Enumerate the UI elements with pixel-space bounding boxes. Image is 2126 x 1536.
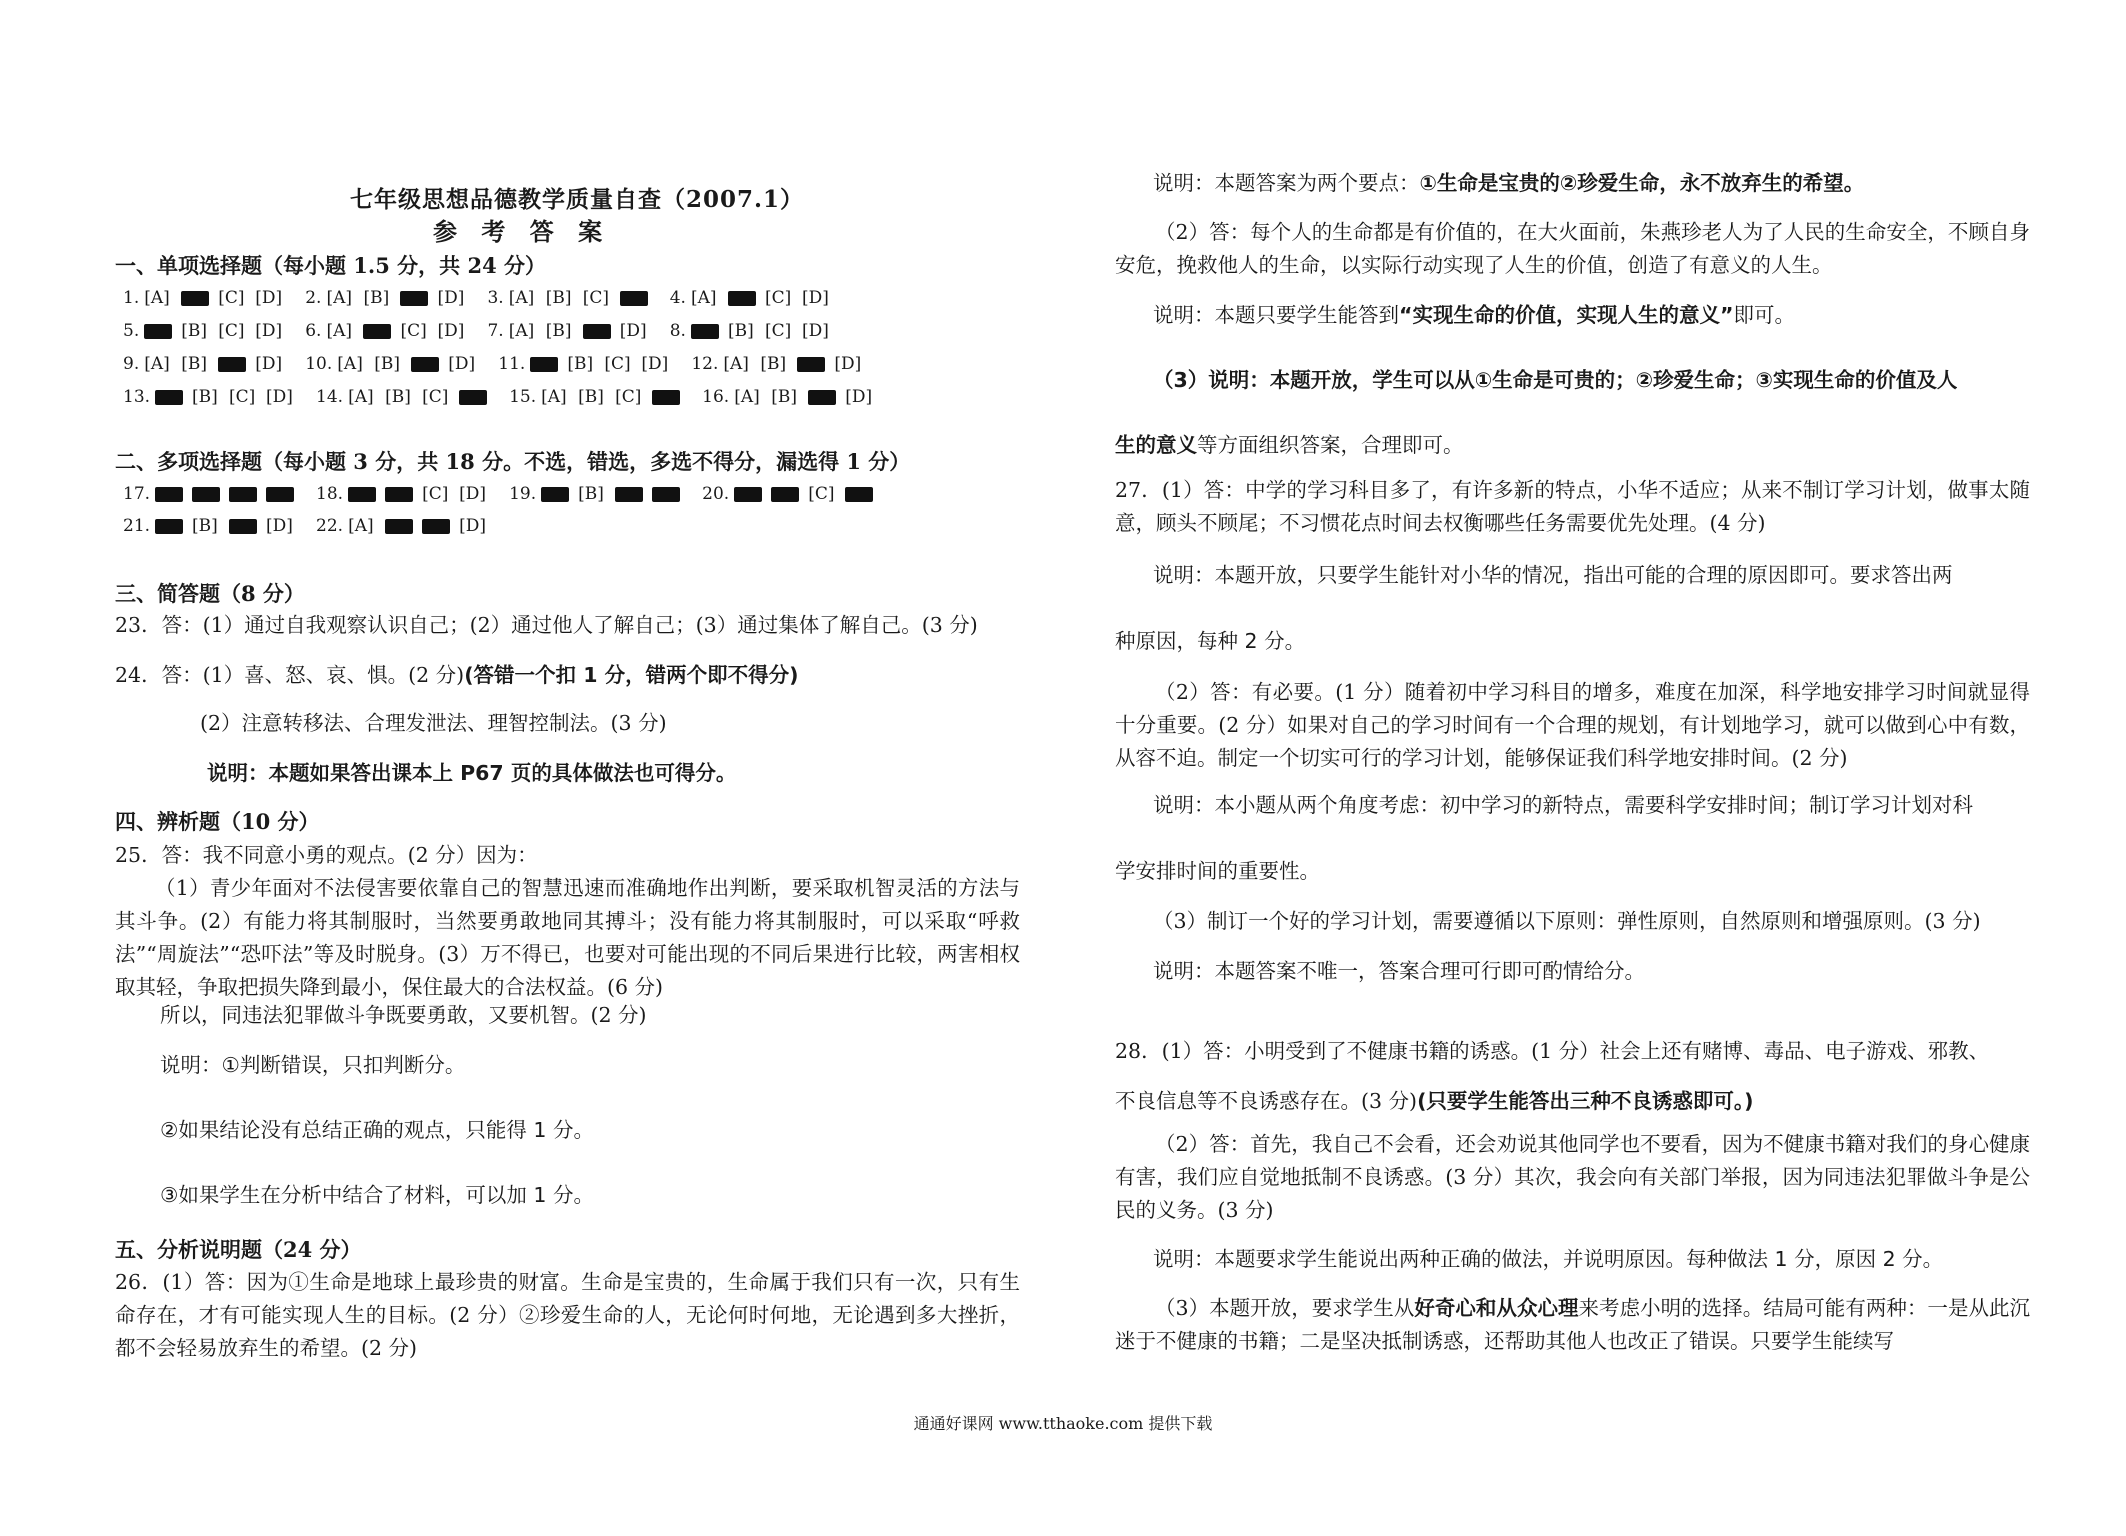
option-label: [B]	[578, 387, 604, 407]
filled-answer-mark	[422, 519, 450, 534]
q27-part2: （2）答：有必要。(1 分）随着初中学习科目的增多，难度在加深，科学地安排学习时间就显得十分重要。(2 分）如果对自己的学习时间有一个合理的规划，有计划地学习，就可以做到心中有数，从容不迫。制定一个切实可行的学习计划，能够保证我们科学地安排时间。(2 分)	[1115, 680, 2030, 770]
question-answer	[316, 387, 496, 407]
option-label: [C]	[615, 387, 642, 407]
question-number: 17.	[123, 484, 151, 504]
question-number: 8.	[669, 321, 686, 341]
answer-row	[123, 516, 509, 536]
q23-answer: 23．答：(1）通过自我观察认识自己；(2）通过他人了解自己；(3）通过集体了解自己。(3 分)	[115, 613, 978, 637]
filled-answer-mark	[541, 487, 569, 502]
section-2-heading: 二、多项选择题（每小题 3 分，共 18 分。不选，错选，多选不得分，漏选得 1 分）	[115, 449, 911, 474]
question-answer	[487, 288, 656, 308]
q25-note-3: ③如果学生在分析中结合了材料，可以加 1 分。	[160, 1183, 594, 1207]
filled-answer-mark	[620, 291, 648, 306]
option-label: [D]	[266, 516, 293, 536]
option-label: [B]	[181, 354, 207, 374]
q24-part1: 24．答：(1）喜、怒、哀、惧。(2 分)	[115, 663, 465, 687]
q26-part3-line1: （3）说明：本题开放，学生可以从①生命是可贵的；②珍爱生命；③实现生命的价值及人	[1153, 368, 1958, 392]
option-label: [D]	[641, 354, 669, 374]
question-answer	[498, 354, 678, 374]
option-label: [D]	[266, 387, 293, 407]
q28-part3: （3）本题开放，要求学生从好奇心和从众心理来考虑小明的选择。结局可能有两种：一是从此沉迷于不健康的书籍；二是坚决抵制诱惑，还帮助其他人也改正了错误。只要学生能续写	[1115, 1296, 2031, 1353]
question-number: 18.	[316, 484, 344, 504]
question-number: 21.	[123, 516, 151, 536]
filled-answer-mark	[363, 324, 391, 339]
option-label: [B]	[727, 321, 754, 341]
answer-row	[123, 387, 895, 407]
section-1-heading: 一、单项选择题（每小题 1.5 分，共 24 分）	[115, 253, 547, 278]
filled-answer-mark	[728, 291, 756, 306]
question-answer	[123, 516, 303, 536]
option-label: [A]	[337, 354, 363, 374]
filled-answer-mark	[808, 390, 836, 405]
question-answer	[316, 516, 496, 536]
question-number: 9.	[123, 354, 140, 374]
filled-answer-mark	[411, 357, 439, 372]
answer-row	[123, 484, 895, 504]
question-number: 11.	[498, 354, 526, 374]
option-label: [B]	[545, 321, 572, 341]
question-number: 20.	[702, 484, 730, 504]
option-label: [B]	[578, 484, 604, 504]
filled-answer-mark	[734, 487, 762, 502]
filled-answer-mark	[155, 487, 183, 502]
filled-answer-mark	[192, 487, 220, 502]
option-label: [A]	[348, 387, 374, 407]
option-label: [D]	[255, 321, 283, 341]
footer-credit: 通通好课网 www.tthaoke.com 提供下载	[913, 1414, 1213, 1433]
question-number: 14.	[316, 387, 344, 407]
question-number: 15.	[509, 387, 537, 407]
option-label: [B]	[760, 354, 787, 374]
section-4-heading: 四、辨析题（10 分）	[115, 809, 320, 834]
option-label: [B]	[181, 321, 207, 341]
q26-note-1: 说明：本题答案为两个要点：①生命是宝贵的②珍爱生命，永不放弃生的希望。	[1153, 171, 1865, 195]
option-label: [A]	[348, 516, 374, 536]
q25-conclusion: 所以，同违法犯罪做斗争既要勇敢，又要机智。(2 分)	[160, 1003, 647, 1027]
option-label: [D]	[437, 288, 465, 308]
question-answer	[123, 321, 292, 341]
document-subtitle: 参 考 答 案	[433, 217, 611, 246]
q25-intro: 25．答：我不同意小勇的观点。(2 分）因为：	[115, 843, 538, 867]
question-number: 2.	[305, 288, 322, 308]
question-answer	[123, 288, 292, 308]
filled-answer-mark	[144, 324, 172, 339]
option-label: [D]	[834, 354, 862, 374]
filled-answer-mark	[797, 357, 825, 372]
question-number: 10.	[305, 354, 333, 374]
option-label: [A]	[326, 288, 353, 308]
filled-answer-mark	[385, 487, 413, 502]
filled-answer-mark	[348, 487, 376, 502]
question-number: 4.	[669, 288, 686, 308]
filled-answer-mark	[155, 519, 183, 534]
option-label: [D]	[845, 387, 873, 407]
q28-note-2: 说明：本题要求学生能说出两种正确的做法，并说明原因。每种做法 1 分，原因 2 分。	[1153, 1247, 1944, 1271]
question-number: 13.	[123, 387, 151, 407]
section-5-heading: 五、分析说明题（24 分）	[115, 1237, 362, 1262]
option-label: [C]	[422, 484, 449, 504]
filled-answer-mark	[845, 487, 873, 502]
option-label: [B]	[545, 288, 572, 308]
filled-answer-mark	[229, 487, 257, 502]
question-answer	[305, 354, 485, 374]
q24-note: 说明：本题如果答出课本上 P67 页的具体做法也可得分。	[207, 761, 737, 785]
question-number: 12.	[691, 354, 719, 374]
document-title: 七年级思想品德教学质量自查（2007.1）	[350, 186, 805, 213]
option-label: [C]	[218, 288, 245, 308]
filled-answer-mark	[771, 487, 799, 502]
option-label: [D]	[801, 288, 829, 308]
filled-answer-mark	[229, 519, 257, 534]
filled-answer-mark	[266, 487, 294, 502]
question-answer	[123, 354, 292, 374]
option-label: [C]	[400, 321, 427, 341]
filled-answer-mark	[652, 487, 680, 502]
question-number: 19.	[509, 484, 537, 504]
answer-row	[123, 288, 852, 308]
option-label: [B]	[192, 516, 218, 536]
question-answer	[670, 288, 839, 308]
question-answer	[691, 354, 871, 374]
question-number: 1.	[123, 288, 140, 308]
q26-part3-line2: 生的意义等方面组织答案，合理即可。	[1115, 433, 1464, 457]
q27-part1: 27．(1）答：中学的学习科目多了，有许多新的特点，小华不适应；从来不制订学习计划，做事太随意，顾头不顾尾；不习惯花点时间去权衡哪些任务需要优先处理。(4 分)	[1115, 478, 2030, 535]
question-answer	[509, 387, 689, 407]
option-label: [B]	[192, 387, 218, 407]
q25-note-2: ②如果结论没有总结正确的观点，只能得 1 分。	[160, 1118, 594, 1142]
q27-note-1: 说明：本题开放，只要学生能针对小华的情况，指出可能的合理的原因即可。要求答出两	[1153, 563, 1953, 587]
filled-answer-mark	[459, 390, 487, 405]
option-label: [A]	[326, 321, 353, 341]
option-label: [A]	[734, 387, 760, 407]
answer-row	[123, 354, 884, 374]
question-number: 22.	[316, 516, 344, 536]
option-label: [A]	[144, 288, 170, 308]
q24-answer	[115, 660, 798, 691]
option-label: [C]	[764, 321, 792, 341]
q28-part1-line2: 不良信息等不良诱惑存在。(3 分)(只要学生能答出三种不良诱惑即可。)	[1115, 1089, 1754, 1113]
q28-part1-line1: 28．(1）答：小明受到了不健康书籍的诱惑。(1 分）社会上还有赌博、毒品、电子游戏、邪教、	[1115, 1039, 1990, 1063]
option-label: [C]	[582, 288, 609, 308]
question-number: 5.	[123, 321, 140, 341]
filled-answer-mark	[218, 357, 246, 372]
q27-part3: （3）制订一个好的学习计划，需要遵循以下原则：弹性原则，自然原则和增强原则。(3 分)	[1153, 909, 1981, 933]
q26-part2: （2）答：每个人的生命都是有价值的，在大火面前，朱燕珍老人为了人民的生命安全，不顾自身安危，挽救他人的生命，以实际行动实现了人生的价值，创造了有意义的人生。	[1115, 220, 2030, 277]
filled-answer-mark	[385, 519, 413, 534]
q27-note-2b: 学安排时间的重要性。	[1115, 859, 1320, 883]
question-answer	[123, 387, 303, 407]
option-label: [A]	[508, 321, 535, 341]
option-label: [B]	[374, 354, 401, 374]
answer-row	[123, 321, 852, 341]
question-number: 3.	[487, 288, 504, 308]
option-label: [D]	[255, 354, 283, 374]
filled-answer-mark	[583, 324, 611, 339]
option-label: [C]	[604, 354, 631, 374]
question-number: 16.	[702, 387, 730, 407]
q27-note-3: 说明：本题答案不唯一，答案合理可行即可酌情给分。	[1153, 959, 1645, 983]
filled-answer-mark	[400, 291, 428, 306]
option-label: [D]	[459, 516, 486, 536]
question-answer	[487, 321, 656, 341]
option-label: [A]	[508, 288, 535, 308]
question-answer	[305, 288, 474, 308]
option-label: [B]	[567, 354, 594, 374]
question-answer	[123, 484, 303, 504]
option-label: [D]	[437, 321, 465, 341]
q25-body: （1）青少年面对不法侵害要依靠自己的智慧迅速而准确地作出判断，要采取机智灵活的方法与其斗争。(2）有能力将其制服时，当然要勇敢地同其搏斗；没有能力将其制服时，可以采取“呼救法”“周旋法”“恐吓法”等及时脱身。(3）万不得已，也要对可能出现的不同后果进行比较，两害相权取其轻，争取把损失降到最小，保住最大的合法权益。(6 分)	[115, 876, 1020, 999]
filled-answer-mark	[652, 390, 680, 405]
question-answer	[305, 321, 474, 341]
filled-answer-mark	[691, 324, 719, 339]
option-label: [B]	[385, 387, 411, 407]
question-answer	[316, 484, 496, 504]
option-label: [B]	[771, 387, 797, 407]
question-answer	[509, 484, 689, 504]
q26-note-2: 说明：本题只要学生能答到“实现生命的价值，实现人生的意义”即可。	[1153, 303, 1795, 327]
option-label: [D]	[255, 288, 283, 308]
q27-note-1b: 种原因，每种 2 分。	[1115, 629, 1306, 653]
section-3-heading: 三、简答题（8 分）	[115, 581, 305, 606]
option-label: [D]	[619, 321, 647, 341]
filled-answer-mark	[181, 291, 209, 306]
option-label: [D]	[459, 484, 486, 504]
option-label: [C]	[218, 321, 245, 341]
option-label: [C]	[229, 387, 256, 407]
question-number: 7.	[487, 321, 504, 341]
question-number: 6.	[305, 321, 322, 341]
option-label: [C]	[808, 484, 835, 504]
option-label: [A]	[144, 354, 170, 374]
question-answer	[670, 321, 839, 341]
option-label: [A]	[690, 288, 717, 308]
q24-part2: (2）注意转移法、合理发泄法、理智控制法。(3 分)	[200, 711, 667, 735]
q25-note-1: 说明：①判断错误，只扣判断分。	[160, 1053, 466, 1077]
option-label: [B]	[363, 288, 390, 308]
q27-note-2: 说明：本小题从两个角度考虑：初中学习的新特点，需要科学安排时间；制订学习计划对科	[1153, 793, 1973, 817]
option-label: [C]	[422, 387, 449, 407]
q28-part2: （2）答：首先，我自己不会看，还会劝说其他同学也不要看，因为不健康书籍对我们的身心健康有害，我们应自觉地抵制不良诱惑。(3 分）其次，我会向有关部门举报，因为同违法犯罪做斗争是公民的义务。(3 分)	[1115, 1132, 2030, 1222]
question-answer	[702, 387, 882, 407]
q24-scoring-note: (答错一个扣 1 分，错两个即不得分)	[464, 663, 799, 687]
option-label: [C]	[764, 288, 792, 308]
question-answer	[702, 484, 882, 504]
filled-answer-mark	[530, 357, 558, 372]
q26-part1: 26．(1）答：因为①生命是地球上最珍贵的财富。生命是宝贵的，生命属于我们只有一次，只有生命存在，才有可能实现人生的目标。(2 分）②珍爱生命的人，无论何时何地，无论遇到多大挫折，都不会轻易放弃生的希望。(2 分)	[115, 1270, 1020, 1360]
option-label: [D]	[801, 321, 829, 341]
option-label: [D]	[448, 354, 476, 374]
option-label: [A]	[541, 387, 567, 407]
filled-answer-mark	[155, 390, 183, 405]
filled-answer-mark	[615, 487, 643, 502]
option-label: [A]	[723, 354, 749, 374]
